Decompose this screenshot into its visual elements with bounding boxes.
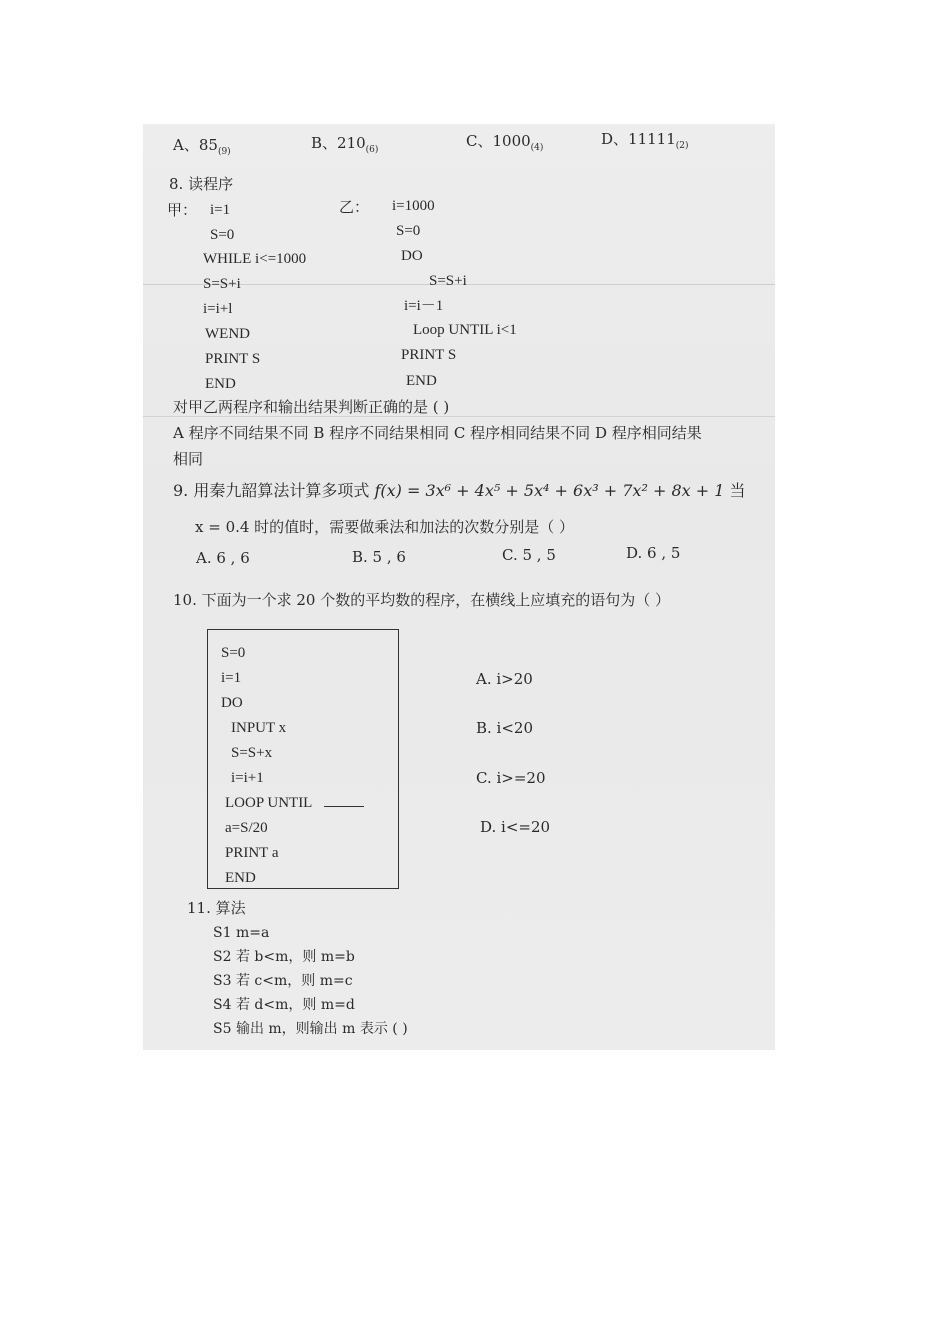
q10-option-c: C. i>=20 bbox=[476, 769, 546, 787]
jia-line: S=0 bbox=[210, 227, 235, 243]
q8-yi-label: 乙： bbox=[339, 198, 370, 216]
q9-line1: 9. 用秦九韶算法计算多项式 f(x) = 3x⁶ + 4x⁵ + 5x⁴ + 6x³ + 7x² + 8x + 1 当 bbox=[173, 481, 746, 500]
q11-step: S1 m=a bbox=[213, 925, 270, 941]
jia-line: i=i+l bbox=[203, 301, 233, 317]
q9-option-a: A. 6 , 6 bbox=[196, 549, 250, 567]
code-line: S=S+x bbox=[231, 745, 273, 761]
code-line: END bbox=[225, 870, 256, 886]
q9-polynomial: f(x) = 3x⁶ + 4x⁵ + 5x⁴ + 6x³ + 7x² + 8x + 1 bbox=[374, 481, 725, 500]
yi-line: Loop UNTIL i<1 bbox=[413, 322, 517, 338]
q9-option-c: C. 5 , 5 bbox=[502, 546, 556, 564]
yi-line: S=0 bbox=[396, 223, 421, 239]
yi-line: i=i－1 bbox=[404, 298, 444, 314]
q10-option-a: A. i>20 bbox=[476, 670, 533, 688]
answer-blank bbox=[324, 806, 364, 807]
yi-line: S=S+i bbox=[429, 273, 467, 289]
q8-options-cont: 相同 bbox=[173, 450, 204, 468]
q10-option-b: B. i<20 bbox=[476, 719, 534, 737]
q11-step: S2 若 b<m，则 m=b bbox=[213, 949, 355, 965]
code-line: DO bbox=[221, 695, 243, 711]
code-line: i=i+1 bbox=[231, 770, 264, 786]
code-line: LOOP UNTIL bbox=[225, 794, 364, 812]
code-line: S=0 bbox=[221, 645, 246, 661]
q8-question: 对甲乙两程序和输出结果判断正确的是 ( ) bbox=[173, 398, 450, 416]
code-line: a=S/20 bbox=[225, 820, 268, 836]
q11-step: S3 若 c<m，则 m=c bbox=[213, 973, 353, 989]
q11-step: S5 输出 m，则输出 m 表示 ( ) bbox=[213, 1021, 408, 1037]
jia-line: END bbox=[205, 376, 236, 392]
code-line: i=1 bbox=[221, 670, 242, 686]
q7-option-d: D、$11111_{(2)}$ bbox=[601, 130, 689, 151]
q8-jia-label: 甲： bbox=[167, 201, 198, 219]
q8-options: A 程序不同结果不同 B 程序不同结果相同 C 程序相同结果不同 D 程序相同结果 bbox=[173, 424, 702, 442]
q9-line2: x = 0.4 时的值时，需要做乘法和加法的次数分别是（ ） bbox=[195, 518, 574, 536]
q10-option-d: D. i<=20 bbox=[480, 818, 551, 836]
q9-option-d: D. 6 , 5 bbox=[626, 544, 681, 562]
q11-step: S4 若 d<m，则 m=d bbox=[213, 997, 355, 1013]
jia-line: WEND bbox=[205, 326, 250, 342]
q11-title: 11. 算法 bbox=[187, 899, 246, 917]
jia-line: WHILE i<=1000 bbox=[203, 251, 307, 267]
code-line: INPUT x bbox=[231, 720, 287, 736]
q8-title: 8. 读程序 bbox=[169, 175, 234, 193]
yi-line: PRINT S bbox=[401, 347, 457, 363]
jia-line: i=1 bbox=[210, 202, 231, 218]
q7-option-b: B、$210_{(6)}$ bbox=[311, 134, 379, 155]
jia-line: S=S+i bbox=[203, 276, 241, 292]
code-line: PRINT a bbox=[225, 845, 279, 861]
q10-title: 10. 下面为一个求 20 个数的平均数的程序，在横线上应填充的语句为（ ） bbox=[173, 591, 671, 609]
q9-option-b: B. 5 , 6 bbox=[352, 548, 406, 566]
scanned-page bbox=[143, 124, 775, 1050]
yi-line: DO bbox=[401, 248, 423, 264]
q7-option-a: A、$85_{(9)}$ bbox=[173, 136, 231, 157]
jia-line: PRINT S bbox=[205, 351, 261, 367]
q7-option-c: C、$1000_{(4)}$ bbox=[466, 132, 544, 153]
yi-line: END bbox=[406, 373, 437, 389]
yi-line: i=1000 bbox=[392, 198, 435, 214]
